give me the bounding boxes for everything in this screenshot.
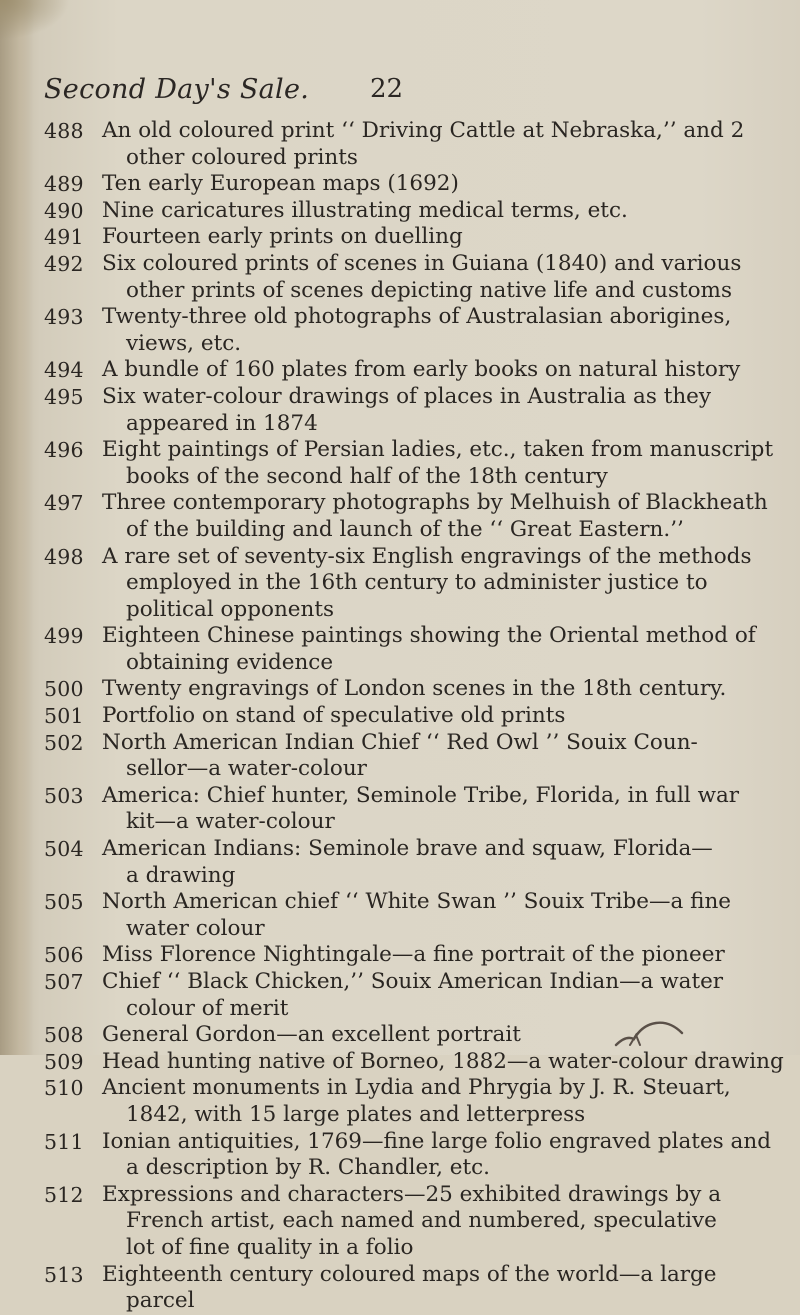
- lot-number: 498: [44, 544, 84, 569]
- lot-number: 507: [44, 970, 84, 994]
- lot-number: 504: [44, 837, 84, 862]
- lot-item: [44, 1049, 796, 1076]
- lot-description: [102, 889, 796, 942]
- lot-description: [102, 171, 796, 198]
- lot-description-line: American Indians: Seminole brave and squaw, Florida—: [102, 836, 713, 862]
- lot-description: [102, 676, 796, 703]
- lot-item: [44, 224, 796, 251]
- lot-number: 488: [44, 119, 84, 143]
- lot-item: [44, 1182, 796, 1262]
- lot-item: [44, 171, 796, 198]
- lot-description: [102, 490, 796, 543]
- lot-item: [44, 703, 796, 730]
- lot-description: [102, 357, 796, 384]
- lot-number: 509: [44, 1049, 84, 1074]
- lot-number: 489: [44, 172, 84, 197]
- lot-description-line: colour of merit: [126, 995, 289, 1021]
- lot-item: [44, 437, 796, 490]
- lot-number: 510: [44, 1076, 84, 1101]
- lot-description: [102, 1075, 796, 1128]
- lot-number: 513: [44, 1262, 84, 1287]
- lot-description: [102, 969, 796, 1022]
- lot-description-line: Three contemporary photographs by Melhuish of Blackheath: [102, 490, 768, 516]
- lot-number: 493: [44, 305, 84, 330]
- lot-description-line: French artist, each named and numbered, speculative: [126, 1208, 717, 1234]
- page-number: 22: [370, 74, 404, 104]
- lot-description-line: parcel: [126, 1288, 195, 1314]
- lot-number: 494: [44, 358, 84, 383]
- lot-description-line: obtaining evidence: [126, 649, 334, 675]
- lot-item: [44, 118, 796, 171]
- lot-item: [44, 942, 796, 969]
- lot-description-line: Nine caricatures illustrating medical terms, etc.: [102, 197, 628, 223]
- lot-description-line: Head hunting native of Borneo, 1882—a water-colour drawing: [102, 1048, 784, 1074]
- lot-description-line: views, etc.: [126, 330, 242, 356]
- page-header: [44, 74, 744, 114]
- page-edge-shadow: [0, 0, 34, 1055]
- lot-item: [44, 198, 796, 225]
- lot-description: [102, 198, 796, 225]
- lot-description: [102, 118, 796, 171]
- lot-number: 491: [44, 225, 84, 250]
- lot-description-line: 1842, with 15 large plates and letterpress: [126, 1101, 586, 1127]
- lot-number: 508: [44, 1023, 84, 1048]
- lot-item: [44, 490, 796, 543]
- lot-number: 503: [44, 783, 84, 808]
- running-title: Second Day's Sale.: [44, 74, 310, 105]
- lot-description: [102, 1049, 796, 1076]
- lot-number: 502: [44, 730, 84, 755]
- lot-description-line: A rare set of seventy-six English engravings of the methods: [102, 543, 752, 569]
- lot-description-line: other prints of scenes depicting native life and customs: [126, 277, 732, 303]
- lot-description-line: sellor—a water-colour: [126, 756, 367, 782]
- lot-number: 500: [44, 677, 84, 702]
- lot-item: [44, 304, 796, 357]
- lot-description-line: lot of fine quality in a folio: [126, 1234, 414, 1260]
- lot-description-line: a description by R. Chandler, etc.: [126, 1155, 491, 1181]
- lot-description-line: Twenty-three old photographs of Australasian aborigines,: [102, 304, 732, 330]
- lot-item: [44, 676, 796, 703]
- lot-number: 506: [44, 943, 84, 968]
- lot-description-line: Chief ‘‘ Black Chicken,’’ Souix American Indian—a water: [102, 969, 724, 994]
- page-corner-stain: [0, 0, 70, 40]
- lot-number: 512: [44, 1182, 84, 1207]
- lot-description-line: appeared in 1874: [126, 410, 318, 436]
- lot-description: [102, 251, 796, 304]
- lot-description-line: political opponents: [126, 596, 335, 622]
- lot-number: 496: [44, 438, 84, 463]
- lot-description: [102, 1182, 796, 1262]
- lot-description-line: Six water-colour drawings of places in Australia as they: [102, 383, 712, 409]
- lot-number: 501: [44, 704, 84, 729]
- lot-item: [44, 783, 796, 836]
- lot-item: [44, 889, 796, 942]
- lot-description-line: Eighteen Chinese paintings showing the Oriental method of: [102, 623, 756, 649]
- lot-item: [44, 623, 796, 676]
- lot-description-line: Expressions and characters—25 exhibited drawings by a: [102, 1181, 722, 1207]
- lot-number: 511: [44, 1129, 84, 1154]
- lot-description-line: Portfolio on stand of speculative old prints: [102, 703, 566, 729]
- lot-number: 497: [44, 491, 84, 516]
- lot-item: [44, 251, 796, 304]
- lot-description-line: Fourteen early prints on duelling: [102, 224, 463, 250]
- lot-description: [102, 1022, 796, 1049]
- lot-description: [102, 730, 796, 783]
- lot-description: [102, 783, 796, 836]
- lot-item: [44, 1075, 796, 1128]
- lot-description-line: Six coloured prints of scenes in Guiana (1840) and various: [102, 250, 742, 276]
- lot-item: [44, 836, 796, 889]
- lot-description: [102, 836, 796, 889]
- lot-description: [102, 703, 796, 730]
- lot-description: [102, 437, 796, 490]
- lot-description: [102, 544, 796, 624]
- lot-number: 495: [44, 384, 84, 409]
- lot-description-line: kit—a water-colour: [126, 809, 335, 835]
- lot-description: [102, 942, 796, 969]
- lot-item: [44, 384, 796, 437]
- lot-description-line: employed in the 16th century to administer justice to: [126, 570, 708, 596]
- lot-description-line: other coloured prints: [126, 144, 358, 170]
- lot-item: [44, 730, 796, 783]
- lot-description-line: General Gordon—an excellent portrait: [102, 1022, 521, 1048]
- lot-number: 505: [44, 890, 84, 915]
- lot-description-line: North American chief ‘‘ White Swan ’’ Souix Tribe—a fine: [102, 889, 732, 915]
- lot-description: [102, 1262, 796, 1315]
- lot-item: [44, 544, 796, 624]
- lot-description-line: North American Indian Chief ‘‘ Red Owl ’’ Souix Coun-: [102, 729, 698, 755]
- lot-number: 499: [44, 624, 84, 649]
- lot-list: [44, 118, 796, 1315]
- lot-item: [44, 1129, 796, 1182]
- lot-description-line: a drawing: [126, 862, 236, 888]
- lot-description: [102, 623, 796, 676]
- lot-description: [102, 304, 796, 357]
- lot-description-line: Ionian antiquities, 1769—fine large folio engraved plates and: [102, 1128, 771, 1154]
- lot-description-line: Miss Florence Nightingale—a fine portrait of the pioneer: [102, 942, 725, 968]
- lot-description-line: A bundle of 160 plates from early books on natural history: [102, 357, 741, 383]
- lot-description: [102, 1129, 796, 1182]
- lot-description-line: Eighteenth century coloured maps of the world—a large: [102, 1261, 717, 1287]
- lot-description-line: books of the second half of the 18th century: [126, 463, 608, 489]
- lot-description-line: of the building and launch of the ‘‘ Great Eastern.’’: [126, 516, 684, 542]
- lot-description-line: Twenty engravings of London scenes in the 18th century.: [102, 676, 727, 702]
- lot-description-line: Ten early European maps (1692): [102, 171, 459, 197]
- lot-number: 492: [44, 251, 84, 276]
- lot-item: [44, 1262, 796, 1315]
- lot-description-line: Eight paintings of Persian ladies, etc., taken from manuscript: [102, 437, 774, 463]
- lot-number: 490: [44, 198, 84, 223]
- lot-description-line: Ancient monuments in Lydia and Phrygia by J. R. Steuart,: [102, 1075, 731, 1101]
- lot-description: [102, 384, 796, 437]
- lot-item: [44, 357, 796, 384]
- lot-description-line: America: Chief hunter, Seminole Tribe, Florida, in full war: [102, 782, 740, 808]
- lot-description: [102, 224, 796, 251]
- ink-mark-icon: [612, 1015, 686, 1049]
- lot-description-line: An old coloured print ‘‘ Driving Cattle at Nebraska,’’ and 2: [102, 118, 745, 143]
- lot-description-line: water colour: [126, 915, 265, 941]
